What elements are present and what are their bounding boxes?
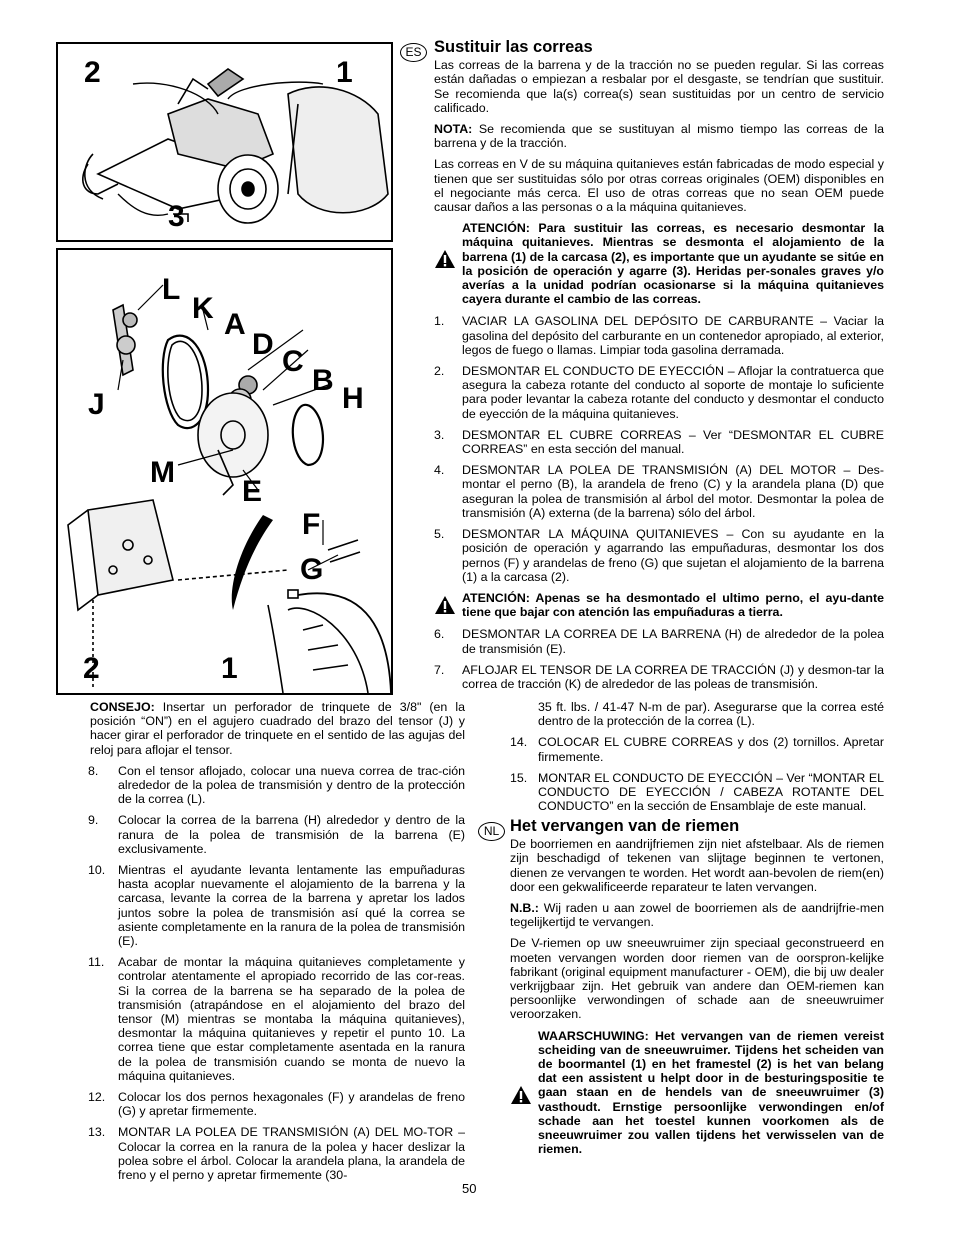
list-item: 10. Mientras el ayudante levanta lentamente las empuñaduras hasta acoplar nuevamente el alojamiento de la barrena y la carcasa, levante la correa de la barrena y apretar los lados juntos sobre la polea de transmisión así qué la correa se asiente completamente en la ranura de la polea de transmisión (E). — [88, 863, 465, 949]
tip-text: Insertar un perforador de trinquete de 3/8" (en la posición “ON”) en el agujero cuadrado del brazo del tensor (J) y hacer girar el perforador de trinquete en el sentido de las agujas del reloj para aflojar el tensor. — [90, 700, 465, 757]
warning-icon — [434, 249, 456, 269]
note-paragraph: N.B.: Wij raden u aan zowel de boorriemen als de aandrijfrie-men tegelijkertijd te vervangen. — [510, 901, 884, 930]
list-item: 4. DESMONTAR LA POLEA DE TRANSMISIÓN (A) DEL MOTOR – Des-montar el perno (B), la arandela de freno (C) y la arandela plana (D) que aseguran la polea de transmisión al árbol del motor. Desmontar la polea de transmisión (A) externa (de la barrena) sólo del árbol. — [434, 463, 884, 520]
list-item: 2. DESMONTAR EL CONDUCTO DE EYECCIÓN – Aflojar la contratuerca que asegura la cabeza rotante del conducto al soporte de montaje lo suficiente para poder levantar la cabeza rotante del conducto y desmontar el conducto de eyección de la máquina quitanieves. — [434, 364, 884, 421]
figure-label: A — [224, 308, 246, 341]
list-item: 7. AFLOJAR EL TENSOR DE LA CORREA DE TRACCIÓN (J) y desmon-tar la correa de tracción (K) de alrededor de las poleas de transmisión. — [434, 662, 884, 691]
warning-block: ATENCIÓN: Para sustituir las correas, es necesario desmontar la máquina quitanieves. Mientras se desmonta el alojamiento de la barrena (1) de la carcasa (2), es importante que un ayudante se sitúe en la posición de operación y agarre (3). Heridas per-sonales graves y/o averías a la unidad podrían ocasionarse si la máquina quitanieves cayera durante el cambio de las correas. — [434, 221, 884, 306]
figure-label: 2 — [83, 652, 100, 685]
figure-label: C — [282, 345, 304, 378]
figure-label: 3 — [168, 200, 185, 233]
list-item: 9. Colocar la correa de la barrena (H) alrededor y dentro de la ranura de la polea de transmisión de la barrena (E) exclusivamente. — [88, 813, 465, 856]
list-item: 13. MONTAR LA POLEA DE TRANSMISIÓN (A) DEL MO-TOR – Colocar la correa en la ranura de la polea y hacer deslizar la polea sobre el árbol. Colocar la arandela plana, la arandela de freno y el perno y apretar firmemente (30- — [88, 1125, 465, 1183]
figure-label: 2 — [84, 56, 101, 89]
language-badge-es: ES — [400, 43, 427, 62]
list-item: 12. Colocar los dos pernos hexagonales (F) y arandelas de freno (G) y apretar firmemente. — [88, 1090, 465, 1119]
figure-label: L — [162, 273, 181, 306]
figure-label: F — [302, 508, 321, 541]
list-item: 1. VACIAR LA GASOLINA DEL DEPÓSITO DE CARBURANTE – Vaciar la gasolina del depósito del carburante en un contenedor apropiado, al exterior, legos de fuego o llamas. Limpiar toda gasolina derramada. — [434, 314, 884, 357]
list-item: 14. COLOCAR EL CUBRE CORREAS y dos (2) tornillos. Apretar firmemente. — [510, 735, 884, 764]
warning-icon — [510, 1085, 532, 1105]
nl-section — [510, 819, 884, 1164]
figure-label: J — [88, 388, 105, 421]
figure-label: D — [252, 328, 274, 361]
warning-block: ATENCIÓN: Apenas se ha desmontado el ultimo perno, el ayu-dante tiene que bajar con atención las empuñaduras a tierra. — [434, 591, 884, 619]
list-item: 3. DESMONTAR EL CUBRE CORREAS – Ver “DESMONTAR EL CUBRE CORREAS” en esta sección del manual. — [434, 427, 884, 457]
list-item: 6. DESMONTAR LA CORREA DE LA BARRENA (H) de alrededor de la polea de transmisión (E). — [434, 627, 884, 656]
section-title-nl: Het vervangen van de riemen — [510, 817, 740, 835]
right-column-lower — [510, 700, 884, 820]
figure-snowblower-overview — [56, 42, 393, 242]
list-item: 8. Con el tensor aflojado, colocar una nueva correa de trac-ción alrededor de la polea de transmisión y dentro de la protección de la correa (L). — [88, 763, 465, 807]
tip-label: CONSEJO: — [90, 700, 155, 714]
list-item: 5. DESMONTAR LA MÁQUINA QUITANIEVES – Con su ayudante en la posición de operación y agarrando las empuñaduras, desmontar los dos pernos (F) y arandelas de freno (G) que sujetan el alojamiento de la barrena (1) a la carcasa (2). — [434, 527, 884, 584]
list-item: 11. Acabar de montar la máquina quitanieves completamente y controlar atentamente el apropiado recorrido de las cor-reas. Si la correa de la barrena se ha separado de la polea de transmisión (atrapándose en el alojamiento del brazo del tensor (M) mientras se montaba la máquina quitanieves), desmontar la máquina quitanieves y repetir el punto 10. La correa tiene que estar completamente asentada en la ranura de la polea de transmisión cuando se monta de nuevo la máquina quitanieves. — [88, 955, 465, 1083]
note-paragraph: NOTA: Se recomienda que se sustituyan al mismo tiempo las correas de la barrena y de la tracción. — [434, 122, 884, 151]
paragraph: De V-riemen op uw sneeuwruimer zijn speciaal geconstrueerd en moeten vervangen worden door riemen van de oorspron-kelijke fabrikant (original equipment manufacturer - OEM), die bij uw dealer verkrijgbaar zijn. Het gebruik van andere dan OEM-riemen kan persoonlijke verwondingen of schade aan de sneeuwruimer veroorzaken. — [510, 936, 884, 1022]
section-title-es: Sustituir las correas — [434, 38, 593, 56]
figure-label: M — [150, 456, 175, 489]
step-13-continued: 35 ft. lbs. / 41-47 N-m de par). Asegurarse que la correa esté dentro de la protección de la correa (L). — [538, 700, 884, 729]
steps-list — [510, 735, 884, 813]
paragraph: De boorriemen en aandrijfriemen zijn niet afstelbaar. Als de riemen zijn beschadigd of tekenen van slijtage beginnen te vertonen, dienen ze vervangen te worden. Het wordt aan-bevolen de riem(en) door een gekwalificeerde reparateur te laten vervangen. — [510, 837, 884, 894]
figure-label: B — [312, 364, 334, 397]
steps-list — [434, 314, 884, 583]
steps-list — [434, 627, 884, 691]
figure-label: H — [342, 382, 364, 415]
figure-label: K — [192, 292, 214, 325]
figure-belt-exploded-view — [56, 248, 393, 695]
figure-label: 1 — [336, 56, 353, 89]
figure-label: E — [242, 475, 263, 508]
paragraph: Las correas de la barrena y de la tracción no se pueden regular. Si las correas están dañadas o empiezan a resbalar por el desgaste, se tendrían que sustituir. Se recomienda que la(s) correa(s) sean sustituidas por un centro de servicio calificado. — [434, 58, 884, 115]
figure-label: G — [300, 553, 324, 586]
paragraph: Las correas en V de su máquina quitanieves están fabricadas de modo especial y tienen que ser sustituidas sólo por otras correas originales (OEM) disponibles en el negociante más cerca. El uso de otras correas que no sean OEM puede causar daños a las personas o a la máquina quitanieves. — [434, 157, 884, 215]
warning-icon — [434, 595, 456, 615]
page-number: 50 — [462, 1181, 477, 1196]
figure-label: 1 — [221, 652, 238, 685]
right-column-text — [434, 40, 884, 698]
list-item: 15. MONTAR EL CONDUCTO DE EYECCIÓN – Ver “MONTAR EL CONDUCTO DE EYECCIÓN / CABEZA ROTANTE DEL CONDUCTO” en la sección de Ensamblaje de este manual. — [510, 770, 884, 814]
steps-list-continued — [88, 764, 465, 1182]
language-badge-nl: NL — [478, 822, 505, 841]
tip-paragraph — [90, 700, 465, 757]
warning-block: WAARSCHUWING: Het vervangen van de riemen vereist scheiding van de sneeuwruimer. Tijdens het scheiden van de boormantel (1) en het framestel (2) is het van belang dat een assistent u helpt door in de besturingspositie te gaan staan en de hendels van de sneeuwruimer (3) vasthoudt. Ernstige persoonlijke verwondingen en/of schade aan het toestel kunnen voorkomen als de sneeuwruimer zou vallen tijdens het verwisselen van de riemen. — [510, 1029, 884, 1157]
left-column-text — [90, 700, 465, 1189]
